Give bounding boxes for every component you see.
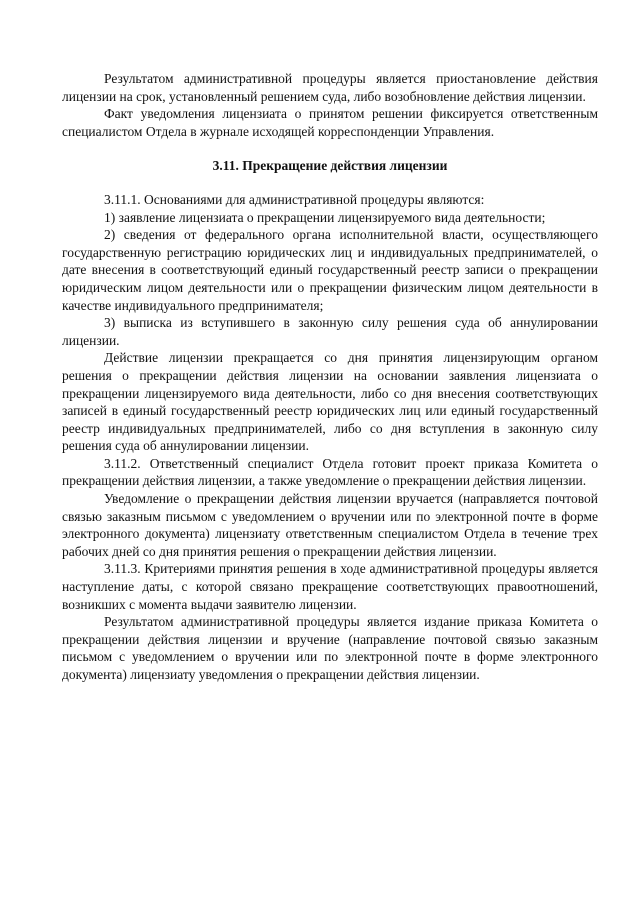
paragraph-result-termination: Результатом административной процедуры является издание приказа Комитета о прекращении действия лицензии и вручение (направление почтовой связью заказным письмом с уведомлением о вручении или по электронной почте в форме электронного документа) лицензиату уведомления о прекращении действия лицензии. [62,614,598,682]
paragraph-ground-1: 1) заявление лицензиата о прекращении лицензируемого вида деятельности; [104,209,546,225]
document-page [62,70,598,684]
section-heading: 3.11. Прекращение действия лицензии [212,158,448,174]
paragraph-decision-criteria: 3.11.3. Критериями принятия решения в ходе административной процедуры является наступление даты, с которой связано прекращение соответствующих правоотношений, возникших с момента выдачи заявителю лицензии. [62,561,598,612]
paragraph-order-draft: 3.11.2. Ответственный специалист Отдела готовит проект приказа Комитета о прекращении действия лицензии, а также уведомление о прекращении действия лицензии. [62,455,598,489]
paragraph-notice-delivery: Уведомление о прекращении действия лицензии вручается (направляется почтовой связью заказным письмом с уведомлением о вручении или по электронной почте в форме электронного документа) лицензиату ответственным специалистом Отдела в течение трех рабочих дней со дня принятия решения о прекращении действия лицензии. [62,491,598,559]
paragraph-notification-fact: Факт уведомления лицензиата о принятом решении фиксируется ответственным специалистом Отдела в журнале исходящей корреспонденции Управления. [62,106,598,139]
paragraph-ground-2: 2) сведения от федерального органа исполнительной власти, осуществляющего государственную регистрацию юридических лиц и индивидуальных предпринимателей, о дате внесения в соответствующий единый государственный реестр записи о прекращении юридическим лицом деятельности или о прекращении физическим лицом деятельности в качестве индивидуального предпринимателя; [62,227,598,313]
paragraph-grounds-intro: 3.11.1. Основаниями для административной процедуры являются: [104,191,485,207]
paragraph-termination-effect: Действие лицензии прекращается со дня принятия лицензирующим органом решения о прекращении действия лицензии на основании заявления лицензиата о прекращении лицензируемого вида деятельности, либо со дня внесения соответствующих записей в единый государственный реестр юридических лиц или единый государственный реестр индивидуальных предпринимателей, либо со дня вступления в законную силу решения суда об аннулировании лицензии. [62,350,598,454]
paragraph-ground-3: 3) выписка из вступившего в законную силу решения суда об аннулировании лицензии. [62,315,598,348]
paragraph-result-suspension: Результатом административной процедуры является приостановление действия лицензии на срок, установленный решением суда, либо возобновление действия лицензии. [62,71,598,104]
